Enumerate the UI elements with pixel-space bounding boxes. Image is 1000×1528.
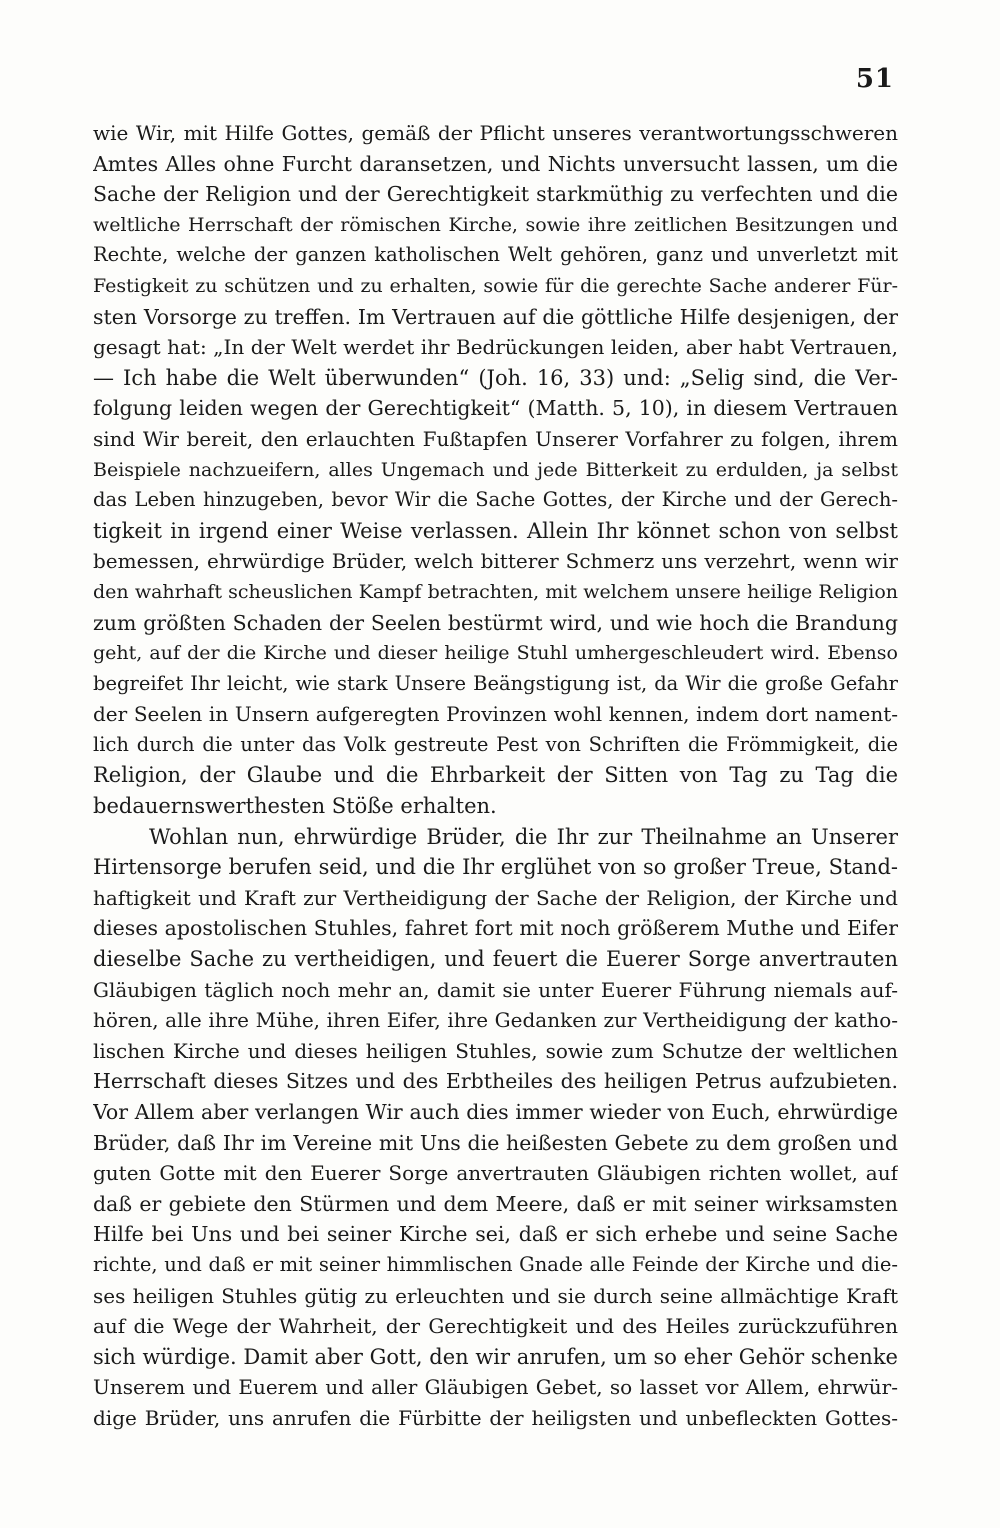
text-line: folgung leiden wegen der Gerechtigkeit“ (Matth. 5, 10), in diesem Vertrauen: [93, 396, 898, 421]
text-line: Religion, der Glaube und die Ehrbarkeit der Sitten von Tag zu Tag die: [93, 763, 898, 788]
text-line: lich durch die unter das Volk gestreute Pest von Schriften die Frömmigkeit, die: [93, 732, 898, 756]
text-line: Festigkeit zu schützen und zu erhalten, sowie für die gerechte Sache anderer Für-: [93, 274, 898, 297]
text-line: wie Wir, mit Hilfe Gottes, gemäß der Pflicht unseres verantwortungsschweren: [93, 121, 898, 145]
text-line: lischen Kirche und dieses heiligen Stuhles, sowie zum Schutze der weltlichen: [93, 1038, 898, 1063]
text-line: dieses apostolischen Stuhles, fahret fort mit noch größerem Muthe und Eifer: [93, 916, 898, 941]
text-line: Vor Allem aber verlangen Wir auch dies immer wieder von Euch, ehrwürdige: [93, 1100, 898, 1124]
text-line: guten Gotte mit den Euerer Sorge anvertrauten Gläubigen richten wollet, auf: [93, 1161, 898, 1186]
text-line: daß er gebiete den Stürmen und dem Meere, daß er mit seiner wirksamsten: [93, 1191, 898, 1216]
text-line: das Leben hinzugeben, bevor Wir die Sache Gottes, der Kirche und der Gerech-: [93, 488, 898, 512]
text-line: zum größten Schaden der Seelen bestürmt wird, und wie hoch die Brandung: [93, 610, 898, 635]
paragraph-end-line: bedauernswerthesten Stöße erhalten.: [93, 794, 497, 819]
page-number: 51: [855, 64, 894, 94]
text-line: auf die Wege der Wahrheit, der Gerechtigkeit und des Heiles zurückzuführen: [93, 1314, 898, 1339]
text-line: geht, auf der die Kirche und dieser heilige Stuhl umhergeschleudert wird. Ebenso: [93, 642, 898, 665]
text-line: ses heiligen Stuhles gütig zu erleuchten und sie durch seine allmächtige Kraft: [93, 1283, 898, 1308]
text-line: begreifet Ihr leicht, wie stark Unsere Beängstigung ist, da Wir die große Gefahr: [93, 671, 898, 695]
text-line: haftigkeit und Kraft zur Vertheidigung der Sache der Religion, der Kirche und: [93, 885, 898, 910]
text-line: Unserem und Euerem und aller Gläubigen Gebet, so lasset vor Allem, ehrwür-: [93, 1375, 898, 1400]
text-line: hören, alle ihre Mühe, ihren Eifer, ihre Gedanken zur Vertheidigung der katho-: [93, 1008, 898, 1033]
paragraph-start-line: Wohlan nun, ehrwürdige Brüder, die Ihr zur Theilnahme an Unserer: [149, 824, 898, 849]
text-line: Hirtensorge berufen seid, und die Ihr erglühet von so großer Treue, Stand-: [93, 855, 898, 880]
text-line: den wahrhaft scheuslichen Kampf betrachten, mit welchem unsere heilige Religion: [93, 580, 898, 603]
text-line: richte, und daß er mit seiner himmlischen Gnade alle Feinde der Kirche und die-: [93, 1252, 898, 1276]
text-line: Herrschaft dieses Sitzes und des Erbtheiles des heiligen Petrus aufzubieten.: [93, 1069, 898, 1094]
text-line: weltliche Herrschaft der römischen Kirche, sowie ihre zeitlichen Besitzungen und: [93, 213, 898, 236]
text-line: Beispiele nachzueifern, alles Ungemach und jede Bitterkeit zu erdulden, ja selbst: [93, 458, 898, 481]
text-line: Gläubigen täglich noch mehr an, damit sie unter Euerer Führung niemals auf-: [93, 977, 898, 1002]
body-text: [93, 118, 898, 1434]
text-line: sten Vorsorge zu treffen. Im Vertrauen auf die göttliche Hilfe desjenigen, der: [93, 304, 898, 329]
text-line: sich würdige. Damit aber Gott, den wir anrufen, um so eher Gehör schenke: [93, 1344, 898, 1369]
text-line: der Seelen in Unsern aufgeregten Provinzen wohl kennen, indem dort nament-: [93, 702, 898, 727]
text-line: Rechte, welche der ganzen katholischen Welt gehören, ganz und unverletzt mit: [93, 243, 898, 267]
text-line: — Ich habe die Welt überwunden“ (Joh. 16, 33) und: „Selig sind, die Ver-: [93, 365, 898, 390]
text-line: Brüder, daß Ihr im Vereine mit Uns die heißesten Gebete zu dem großen und: [93, 1130, 898, 1155]
text-line: Amtes Alles ohne Furcht daransetzen, und Nichts unversucht lassen, um die: [93, 151, 898, 176]
text-line: Sache der Religion und der Gerechtigkeit starkmüthig zu verfechten und die: [93, 182, 898, 207]
text-line: gesagt hat: „In der Welt werdet ihr Bedrückungen leiden, aber habt Vertrauen,: [93, 335, 898, 360]
text-line: dige Brüder, uns anrufen die Fürbitte der heiligsten und unbefleckten Gottes-: [93, 1405, 898, 1430]
text-line: sind Wir bereit, den erlauchten Fußtapfen Unserer Vorfahrer zu folgen, ihrem: [93, 426, 898, 451]
text-line: dieselbe Sache zu vertheidigen, und feuert die Euerer Sorge anvertrauten: [93, 947, 898, 972]
text-line: tigkeit in irgend einer Weise verlassen. Allein Ihr könnet schon von selbst: [93, 518, 898, 543]
text-line: Hilfe bei Uns und bei seiner Kirche sei, daß er sich erhebe und seine Sache: [93, 1222, 898, 1247]
text-line: bemessen, ehrwürdige Brüder, welch bitterer Schmerz uns verzehrt, wenn wir: [93, 549, 898, 574]
